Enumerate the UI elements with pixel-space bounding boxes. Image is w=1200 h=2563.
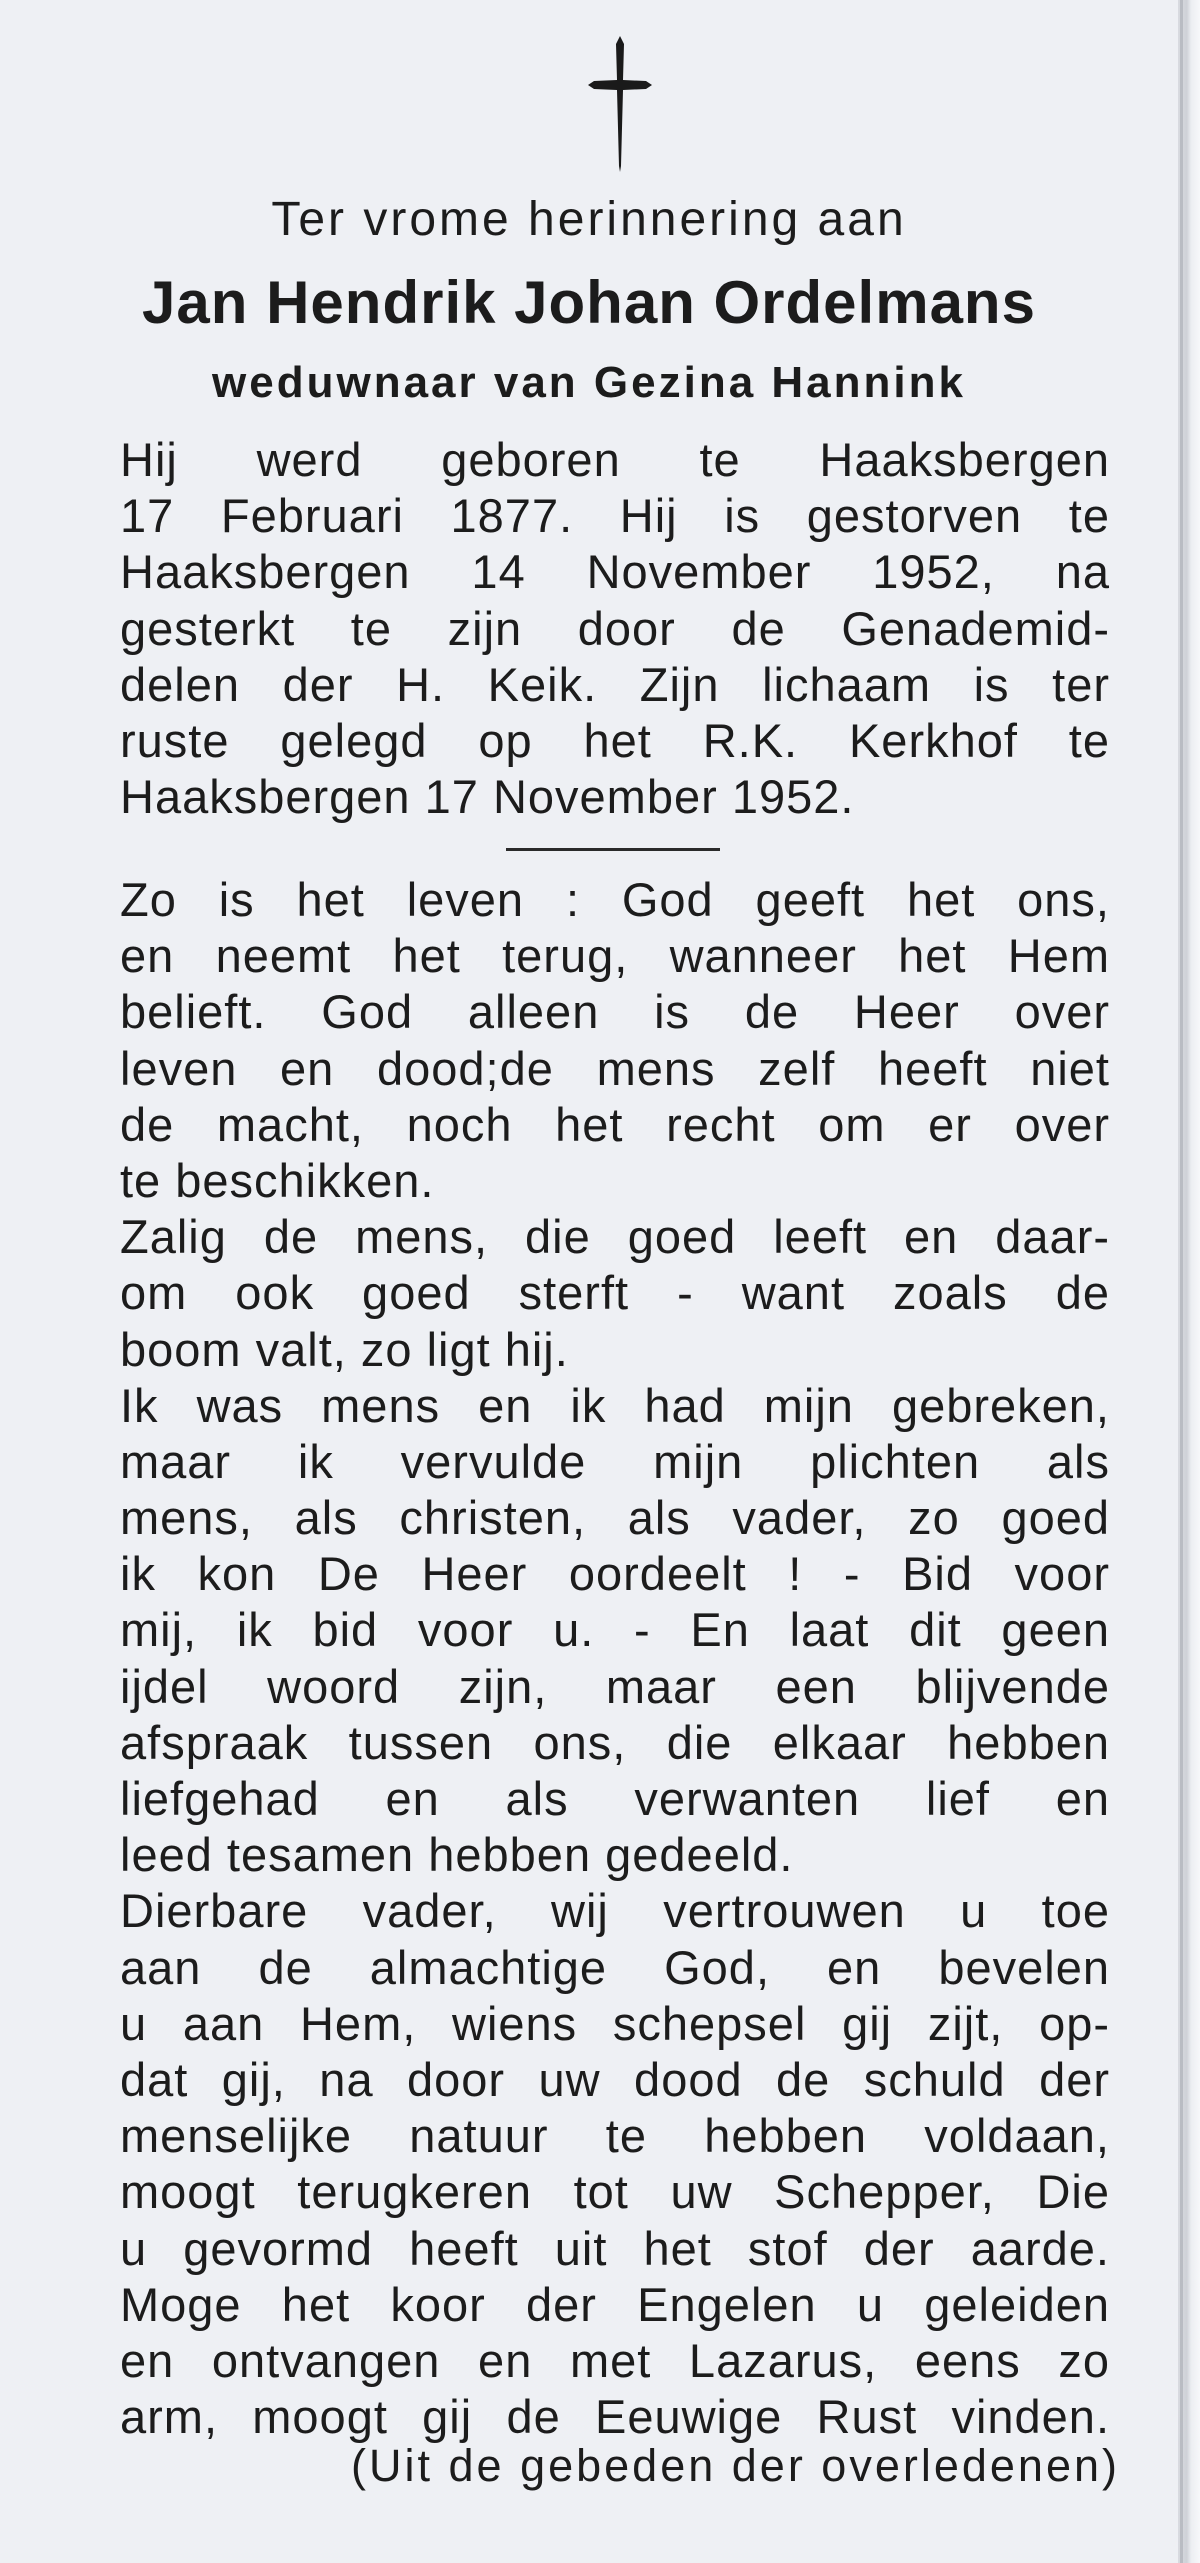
prayer-line: moogt terugkeren tot uw Schepper, Die [120, 2165, 1110, 2219]
prayer-line: Ik was mens en ik had mijn gebreken, [120, 1378, 1110, 1432]
prayer-line: en ontvangen en met Lazarus, eens zo [120, 2333, 1110, 2387]
source-attribution: (Uit de gebeden der overledenen) [351, 2440, 1120, 2491]
prayer-line: om ook goed sterft - want zoals de [120, 1266, 1110, 1320]
prayer-line: maar ik vervulde mijn plichten als [120, 1434, 1110, 1488]
bio-line: ruste gelegd op het R.K. Kerkhof te [120, 713, 1110, 767]
prayer-line: Dierbare vader, wij vertrouwen u toe [120, 1884, 1110, 1938]
bio-line: Haaksbergen 17 November 1952. [120, 770, 855, 824]
intro-text: Ter vrome herinnering aan [271, 193, 907, 246]
bio-line: gesterkt te zijn door de Genademid- [120, 601, 1110, 655]
prayer-line: mens, als christen, als vader, zo goed [120, 1491, 1110, 1545]
prayer-line: Zalig de mens, die goed leeft en daar- [120, 1210, 1110, 1264]
prayer-line: leven en dood;de mens zelf heeft niet [120, 1041, 1110, 1095]
card-edge [1178, 0, 1200, 2563]
prayer-line: leed tesamen hebben gedeeld. [120, 1828, 794, 1882]
prayer-line: arm, moogt gij de Eeuwige Rust vinden. [120, 2390, 1110, 2444]
prayer-line: aan de almachtige God, en bevelen [120, 1940, 1110, 1994]
bio-line: Hij werd geboren te Haaksbergen [120, 433, 1110, 486]
prayer-line: u gevormd heeft uit het stof der aarde. [120, 2221, 1110, 2275]
prayer-line: menselijke natuur te hebben voldaan, [120, 2109, 1110, 2163]
prayer-line: en neemt het terug, wanneer het Hem [120, 929, 1110, 983]
bio-line: delen der H. Keik. Zijn lichaam is ter [120, 657, 1110, 711]
biography-paragraph [120, 432, 1110, 825]
prayer-line: u aan Hem, wiens schepsel gij zijt, op- [120, 1996, 1110, 2050]
prayer-line: belieft. God alleen is de Heer over [120, 985, 1110, 1039]
prayer-paragraph [120, 872, 1110, 2445]
prayer-line: te beschikken. [120, 1153, 435, 1207]
prayer-line: afspraak tussen ons, die elkaar hebben [120, 1715, 1110, 1769]
deceased-name: Jan Hendrik Johan Ordelmans [142, 269, 1036, 336]
widower-subtitle: weduwnaar van Gezina Hannink [212, 358, 966, 407]
prayer-line: mij, ik bid voor u. - En laat dit geen [120, 1603, 1110, 1657]
bio-line: Haaksbergen 14 November 1952, na [120, 545, 1110, 599]
prayer-line: dat gij, na door uw dood de schuld der [120, 2052, 1110, 2106]
cross-icon [584, 34, 656, 174]
bio-line: 17 Februari 1877. Hij is gestorven te [120, 489, 1110, 543]
prayer-line: de macht, noch het recht om er over [120, 1097, 1110, 1151]
prayer-line: ik kon De Heer oordeelt ! - Bid voor [120, 1547, 1110, 1601]
prayer-line: ijdel woord zijn, maar een blijvende [120, 1659, 1110, 1713]
prayer-line: Moge het koor der Engelen u geleiden [120, 2277, 1110, 2331]
prayer-line: liefgehad en als verwanten lief en [120, 1772, 1110, 1825]
prayer-line: Zo is het leven : God geeft het ons, [120, 873, 1110, 926]
prayer-line: boom valt, zo ligt hij. [120, 1322, 569, 1376]
divider [506, 848, 720, 851]
